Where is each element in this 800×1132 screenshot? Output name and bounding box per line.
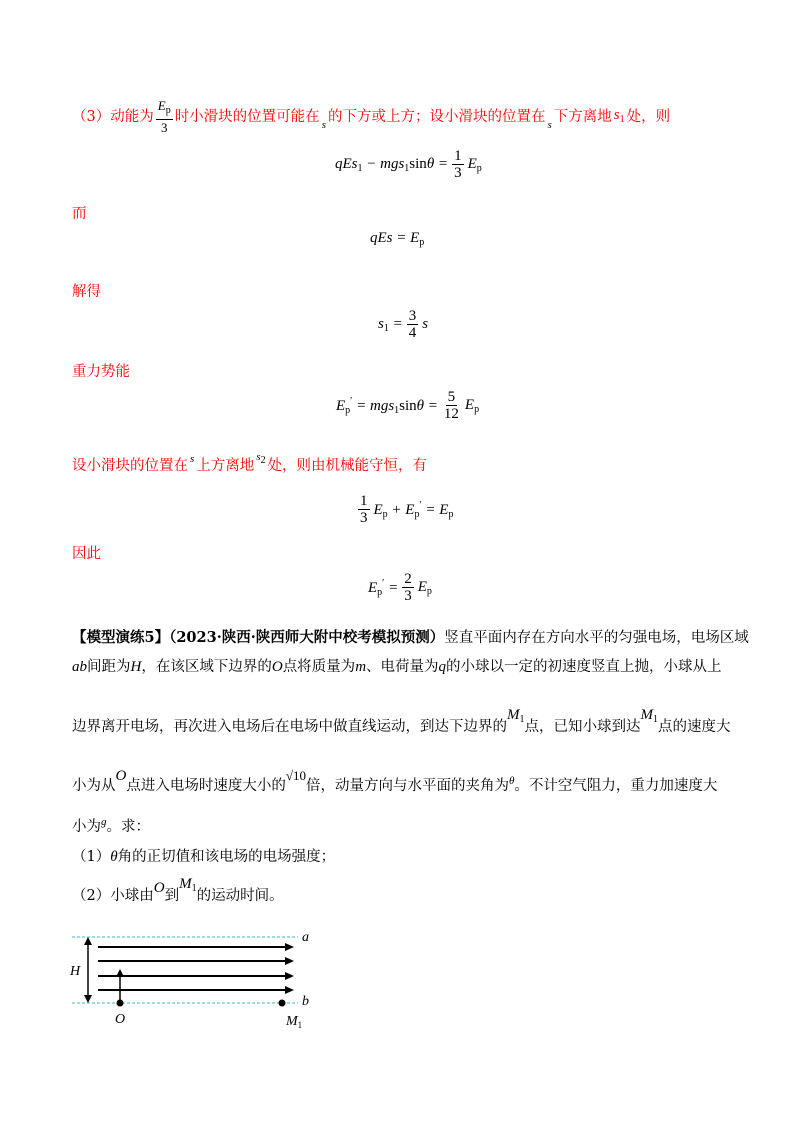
equation-6: $E_p'$ = $\frac{2}{3}$ $E_p$ xyxy=(368,571,432,604)
part3-intro-d: 下方离地 xyxy=(553,109,612,125)
s2-line-c: 处，则由机械能守恒，有 xyxy=(267,458,428,474)
label-H: H xyxy=(70,964,81,979)
problem-text-3c: 点的速度大 xyxy=(658,719,731,735)
equation-1: qEs$_1$ − mgs$_1$sinθ = $\frac{1}{3}$ $E_p$ xyxy=(335,148,482,181)
O-symbol: O xyxy=(271,659,283,675)
label-O: O xyxy=(115,1012,126,1027)
theta-symbol-2: θ xyxy=(110,849,118,865)
M1-symbol: $M_1$ xyxy=(507,707,525,725)
label-er: 而 xyxy=(72,206,87,222)
H-dimension-arrow xyxy=(84,937,92,1003)
point-O xyxy=(117,1000,124,1007)
s2-line xyxy=(72,451,428,477)
problem-text-4d: 。不计空气阻力，重力加速度大 xyxy=(514,778,718,794)
problem-text-2a: 间距为 xyxy=(87,659,131,675)
problem-line-4 xyxy=(72,768,718,796)
s1-symbol: $s_1$ xyxy=(613,106,625,125)
label-jiede: 解得 xyxy=(72,284,101,300)
H-symbol: H xyxy=(130,659,142,675)
question-2 xyxy=(72,876,284,910)
problem-line-2 xyxy=(72,658,722,676)
M1-symbol-2: $M_1$ xyxy=(640,707,658,725)
problem-text-2d: 、电荷量为 xyxy=(366,659,439,675)
part3-intro-c: 的下方或上方；设小滑块的位置在 xyxy=(327,109,546,125)
problem-text-2b: ，在该区域下边界的 xyxy=(141,659,272,675)
O-symbol-3: O xyxy=(153,880,165,896)
question-2-text-c: 的运动时间。 xyxy=(196,888,284,904)
q-symbol: q xyxy=(438,659,447,675)
part3-intro-b: 时小滑块的位置可能在 xyxy=(174,109,320,125)
s-symbol-2: s xyxy=(547,119,552,131)
label-M: $M_1$ xyxy=(286,1014,303,1030)
question-1-text: 角的正切值和该电场的电场强度； xyxy=(117,849,336,865)
part3-intro-a: （3）动能为 xyxy=(72,109,154,125)
label-zhongli: 重力势能 xyxy=(72,364,130,380)
point-M1 xyxy=(279,1000,286,1007)
electric-field-figure xyxy=(60,925,320,1035)
problem-text-4a: 小为从 xyxy=(72,778,116,794)
problem-text-4c: 倍，动量方向与水平面的夹角为 xyxy=(305,778,509,794)
O-symbol-2: O xyxy=(115,768,127,784)
s2-line-b: 上方离地 xyxy=(196,458,255,474)
problem-text-5a: 小为 xyxy=(72,819,101,835)
problem-text-2c: 点将质量为 xyxy=(282,659,356,675)
field-arrows xyxy=(98,943,294,994)
s-symbol-3: s xyxy=(190,453,195,465)
equation-2: qEs = $E_p$ xyxy=(370,230,425,248)
question-1 xyxy=(72,848,335,866)
label-a: a xyxy=(302,930,309,945)
problem-text-5b: 。求： xyxy=(106,819,150,835)
problem-line-5 xyxy=(72,818,150,837)
ep-over-3-fraction: $\frac{E_p}{3}$ xyxy=(157,98,171,135)
question-1-num: （1） xyxy=(72,849,111,865)
problem-text-2e: 的小球以一定的初速度竖直上抛，小球从上 xyxy=(446,659,722,675)
problem-source: （2023·陕西·陕西师大附中校考模拟预测） xyxy=(169,629,445,646)
theta-symbol: θ xyxy=(508,775,515,787)
g-symbol: g xyxy=(101,816,107,828)
question-2-text-b: 到 xyxy=(164,888,180,904)
question-2-text-a: （2）小球由 xyxy=(72,888,154,904)
m-symbol: m xyxy=(355,659,367,675)
s2-symbol: s2 xyxy=(256,451,266,466)
problem-text-3b: 点，已知小球到达 xyxy=(524,719,641,735)
problem-text-1: 竖直平面内存在方向水平的匀强电场，电场区域 xyxy=(444,630,749,646)
equation-4: $E_p' = mgs_1\sin\theta$ = $\frac{5}{12}$ $E_p$ xyxy=(336,389,480,422)
problem-text-4b: 点进入电场时速度大小的 xyxy=(126,778,286,794)
equation-3: $s_1$ = $\frac{3}{4}$ s xyxy=(378,308,429,341)
problem-text-3a: 边界离开电场，再次进入电场后在电场中做直线运动，到达下边界的 xyxy=(72,719,507,735)
part3-intro-e: 处，则 xyxy=(626,109,671,125)
s-symbol: s xyxy=(321,119,326,131)
initial-velocity-arrow xyxy=(116,969,124,1003)
M1-symbol-3: $M_1$ xyxy=(179,876,197,894)
ab-symbol: ab xyxy=(72,659,87,675)
s2-line-a: 设小滑块的位置在 xyxy=(72,458,188,474)
sqrt10-symbol: √10 xyxy=(285,768,306,783)
equation-5: $\frac{1}{3}$ $E_p + E_p' = E_p$ xyxy=(360,493,454,526)
problem-tag: 【模型演练5】 xyxy=(72,629,170,646)
label-yinci: 因此 xyxy=(72,546,101,562)
problem-line-3 xyxy=(72,707,731,741)
part3-intro xyxy=(72,98,670,136)
label-b: b xyxy=(302,994,309,1009)
problem-line-1 xyxy=(72,629,749,647)
